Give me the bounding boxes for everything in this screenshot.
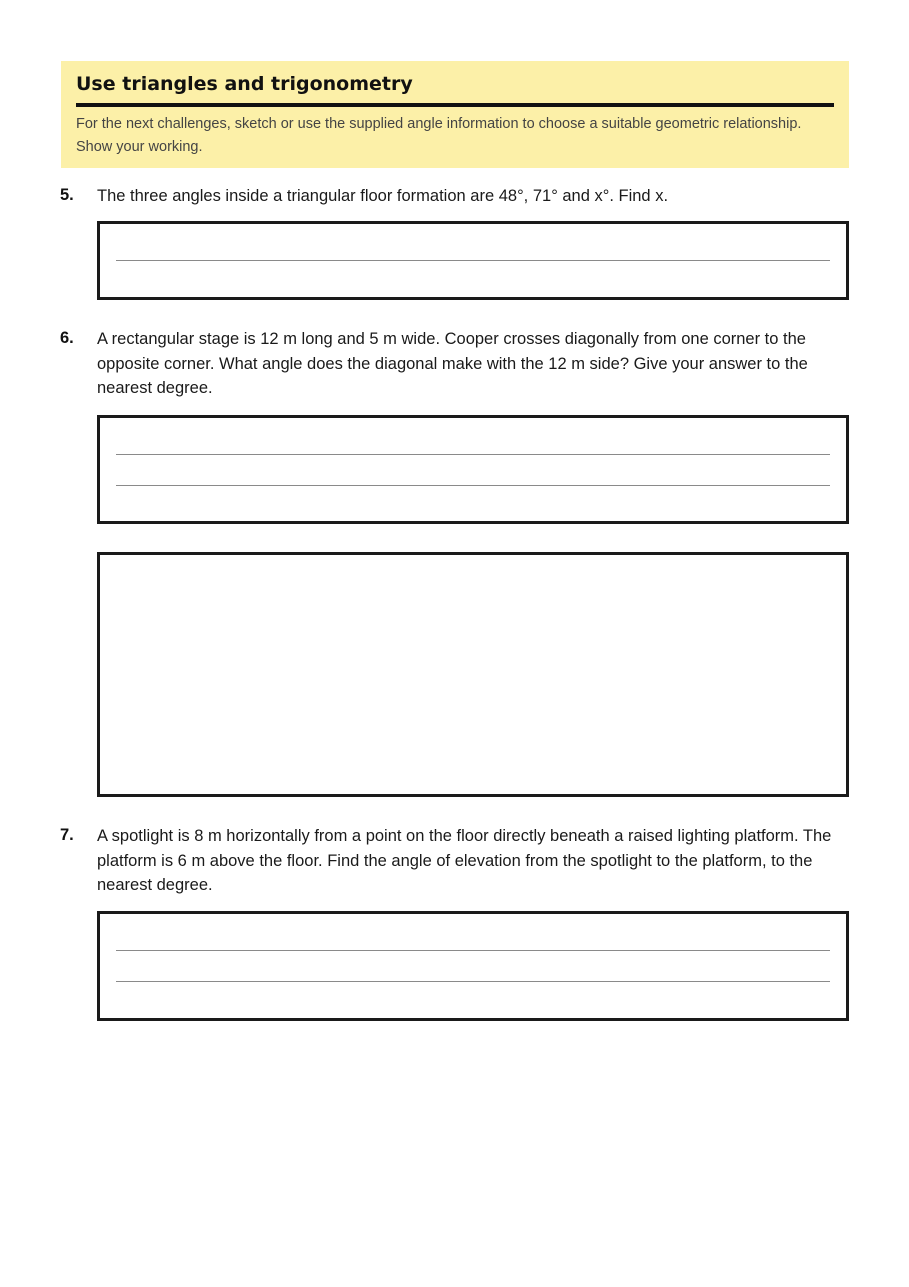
section-intro: For the next challenges, sketch or use the supplied angle information to choose a suitable geometric relationship. Show your working. xyxy=(76,116,802,155)
section-header xyxy=(61,61,849,168)
question-5-text: The three angles inside a triangular floor formation are 48°, 71° and x°. Find x. xyxy=(97,187,669,205)
question-5-number: 5. xyxy=(60,186,74,204)
question-7-number: 7. xyxy=(60,826,74,844)
answer-line xyxy=(116,981,830,982)
answer-line xyxy=(116,950,830,951)
answer-line xyxy=(116,485,830,486)
section-title: Use triangles and trigonometry xyxy=(76,73,413,95)
question-6-number: 6. xyxy=(60,329,74,347)
question-6-text: A rectangular stage is 12 m long and 5 m wide. Cooper crosses diagonally from one corner to the opposite corner. What angle does the diagonal make with the 12 m side? Give your answer to the nearest degree. xyxy=(97,330,808,397)
section-divider xyxy=(76,103,834,107)
answer-line xyxy=(116,454,830,455)
question-7-text: A spotlight is 8 m horizontally from a point on the floor directly beneath a raised lighting platform. The platform is 6 m above the floor. Find the angle of elevation from the spotlight to the platform, to the nearest degree. xyxy=(97,827,832,894)
question-5-answer-box[interactable] xyxy=(97,221,849,300)
answer-line xyxy=(116,260,830,261)
question-6-answer-box[interactable] xyxy=(97,415,849,524)
question-7-answer-box[interactable] xyxy=(97,911,849,1021)
question-6-working-box[interactable] xyxy=(97,552,849,797)
